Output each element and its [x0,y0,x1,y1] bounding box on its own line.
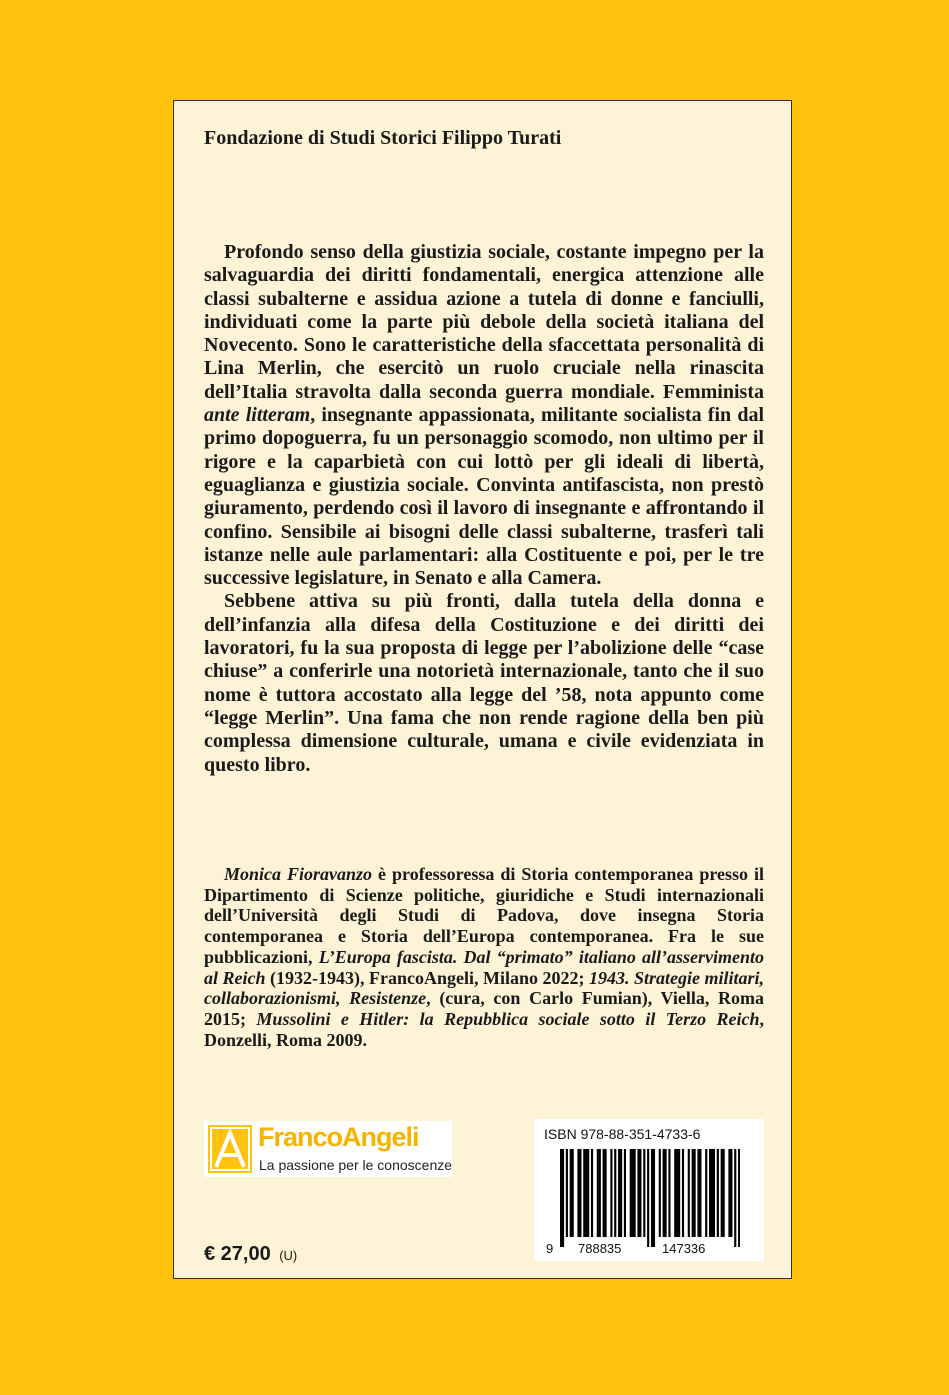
barcode-bar [583,1149,585,1237]
barcode-bar [705,1149,707,1237]
text-run: , (cura, con Carlo Fumian), Viella, Roma 2015; [204,988,764,1029]
barcode-bar [738,1149,740,1247]
text-run: L’Europa fascista. Dal “primato” italiano all’asservimento al Reich [204,946,764,988]
barcode-box [534,1119,764,1261]
barcode-bar [653,1149,655,1247]
barcode-bar [614,1149,616,1237]
barcode-bar [694,1149,696,1237]
barcode-icon [560,1149,740,1247]
price [204,1243,297,1266]
barcode-bar [624,1149,626,1237]
barcode-bar [692,1149,694,1237]
isbn-label: ISBN 978-88-351-4733-6 [544,1126,701,1142]
text-run: , Donzelli, Roma 2009. [204,1008,764,1050]
publisher-tagline: La passione per le conoscenze [259,1157,453,1173]
publisher-name: FrancoAngeli [258,1122,419,1152]
publisher-logo [204,1121,452,1177]
barcode-bar [709,1149,711,1237]
description-paragraph-1 [204,241,764,590]
barcode-bar [663,1149,665,1237]
description-paragraph-2 [204,590,764,776]
back-cover-panel [173,100,792,1279]
text-run: è professoressa di Storia contemporanea presso il Dipartimento di Scienze politiche, giuridiche e Studi internazionali dell’Università degli Studi di Padova, dove insegna Storia contemporanea e Storia dell’Europa contemporanea. Fra le sue pubblicazioni, [204,864,764,967]
barcode-bar [585,1149,587,1237]
barcode-bar [665,1149,667,1237]
barcode-bar [717,1149,719,1237]
barcode-bar [668,1149,670,1237]
isbn-digit-first: 9 [546,1241,554,1256]
barcode-bar [637,1149,639,1237]
text-run: (1932-1943), FrancoAngeli, Milano 2022; [265,967,589,988]
barcode-bar [603,1149,605,1237]
barcode-bar [577,1149,579,1237]
publisher-mark-icon [208,1125,252,1173]
barcode-bar [605,1149,607,1237]
price-value: € 27,00 [204,1243,271,1265]
book-description [204,241,764,777]
barcode-bar [597,1149,599,1237]
barcode-bar [647,1149,649,1247]
foundation-name: Fondazione di Studi Storici Filippo Turati [204,127,562,149]
barcode-bar [699,1149,701,1237]
text-run: Profondo senso della giustizia sociale, costante impegno per la salvaguardia dei diritti fondamentali, energica attenzione alle classi subalterne e assidua azione a tutela di donne e fanciulli, individuati come la parte più debole della società italiana del Novecento. Sono le caratteristiche della sfaccettata personalità di Lina Merlin, che esercitò un ruolo cruciale nella rinascita dell’Italia stravolta dalla seconda guerra mondiale. Femminista [204,241,764,403]
barcode-bar [587,1149,589,1237]
barcode-bar [678,1149,680,1237]
barcode-bar [632,1149,634,1237]
author-bio [204,864,764,1050]
barcode-bar [721,1149,723,1237]
barcode-bar [610,1149,612,1237]
barcode-bar [560,1149,562,1247]
barcode-bar [643,1149,645,1237]
barcode-bar [620,1149,622,1237]
barcode-bar [711,1149,713,1237]
isbn-group-right: 147336 [662,1241,706,1256]
barcode-bar [591,1149,593,1237]
text-run: Mussolini e Hitler: la Repubblica sociale sotto il Terzo Reich [256,1008,760,1029]
barcode-bar [566,1149,568,1237]
barcode-bar [634,1149,636,1237]
barcode-bar [639,1149,641,1237]
barcode-bar [659,1149,661,1237]
barcode-bar [599,1149,601,1237]
barcode-bar [688,1149,690,1237]
barcode-bar [723,1149,725,1237]
barcode-bar [682,1149,684,1237]
text-run: Monica Fioravanzo [224,864,373,884]
barcode-bar [730,1149,732,1237]
barcode-bar [579,1149,581,1237]
barcode-bar [570,1149,572,1237]
text-run: 1943. Strategie militari, collaborazionismi, Resistenze [204,967,764,1009]
text-run: Sebbene attiva su più fronti, dalla tutela della donna e dell’infanzia alla difesa della Costituzione e dei diritti dei lavoratori, fu la sua proposta di legge per l’abolizione delle “case chiuse” a conferirle una notorietà internazionale, tanto che il suo nome è tuttora accostato alla legge del ’58, nota appunto come “legge Merlin”. Una fama che non rende ragione della ben più complessa dimensione culturale, umana e civile evidenziata in questo libro. [204,590,764,776]
price-code: (U) [279,1248,298,1263]
barcode-bar [651,1149,653,1247]
barcode-bar [630,1149,632,1237]
barcode-bar [728,1149,730,1237]
barcode-bar [562,1149,564,1247]
text-run: , insegnante appassionata, militante socialista fin dal primo dopoguerra, fu un personaggio scomodo, non ultimo per il rigore e la caparbietà con cui lottò per gli ideali di libertà, eguaglianza e giustizia sociale. Convinta antifascista, non prestò giuramento, perdendo così il lavoro di insegnante e affrontando il confino. Sensibile ai bisogni delle classi subalterne, trasferì tali istanze nelle aule parlamentari: alla Costituente e poi, per le tre successive legislature, in Senato e alla Camera. [204,404,765,590]
isbn-group-left: 788835 [578,1241,622,1256]
barcode-bar [674,1149,676,1237]
barcode-bar [676,1149,678,1237]
barcode-bar [713,1149,715,1237]
barcode-bar [734,1149,736,1247]
barcode-bar [697,1149,699,1237]
barcode-bar [572,1149,574,1237]
text-run: ante litteram [204,404,311,427]
author-bio-paragraph [204,864,764,1050]
barcode-bar [618,1149,620,1237]
